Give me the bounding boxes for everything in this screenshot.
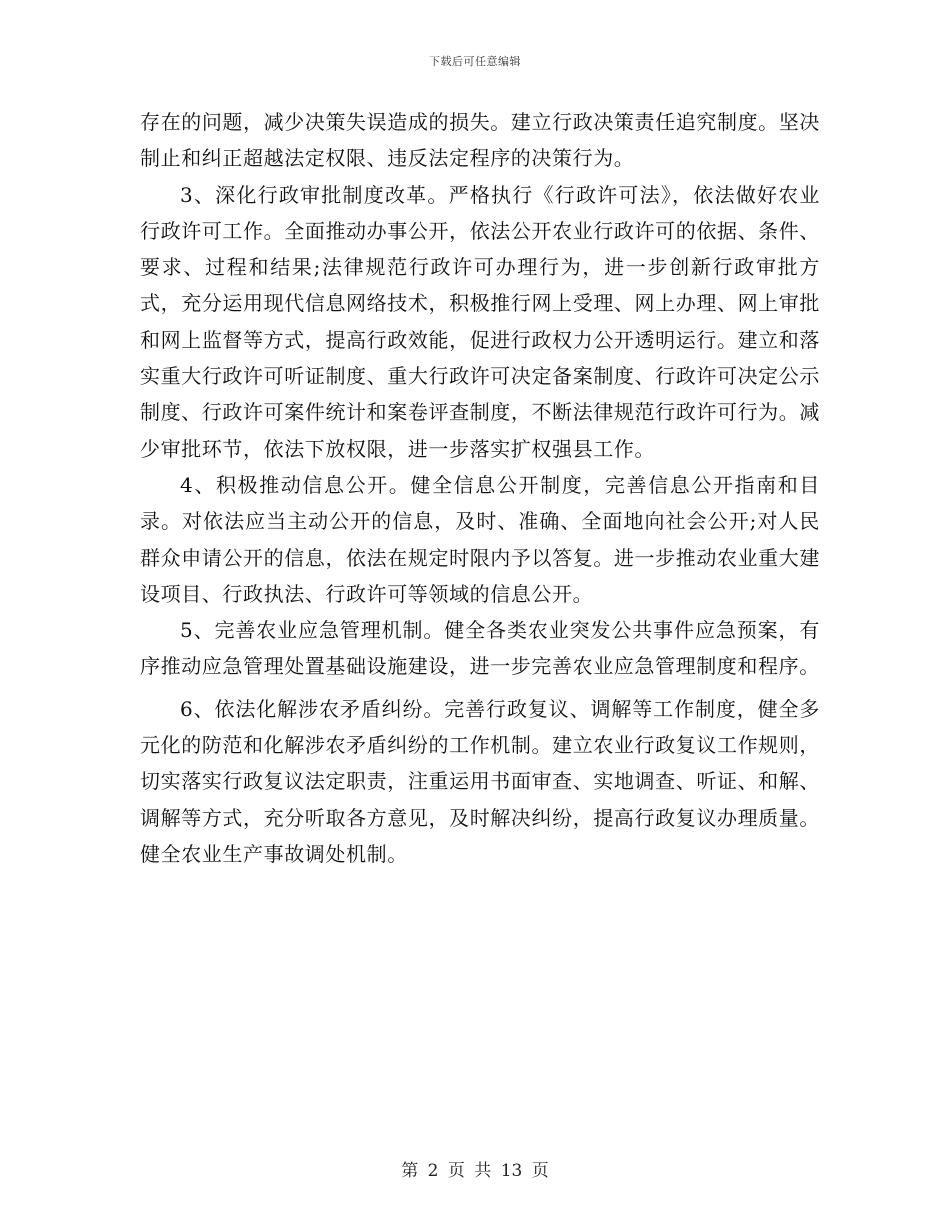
- paragraph-item-5: 5、完善农业应急管理机制。健全各类农业突发公共事件应急预案，有序推动应急管理处置基础设施建设，进一步完善农业应急管理制度和程序。: [140, 618, 820, 679]
- paragraph-continuation: 存在的问题，减少决策失误造成的损失。建立行政决策责任追究制度。坚决制止和纠正超越法定权限、违反法定程序的决策行为。: [140, 110, 820, 171]
- paragraph-item-4: 4、积极推动信息公开。健全信息公开制度，完善信息公开指南和目录。对依法应当主动公开的信息，及时、准确、全面地向社会公开;对人民群众申请公开的信息，依法在规定时限内予以答复。进一步推动农业重大建设项目、行政执法、行政许可等领域的信息公开。: [140, 472, 820, 606]
- paragraph-item-3: 3、深化行政审批制度改革。严格执行《行政许可法》，依法做好农业行政许可工作。全面推动办事公开，依法公开农业行政许可的依据、条件、要求、过程和结果;法律规范行政许可办理行为，进一步创新行政审批方式，充分运用现代信息网络技术，积极推行网上受理、网上办理、网上审批和网上监督等方式，提高行政效能，促进行政权力公开透明运行。建立和落实重大行政许可听证制度、重大行政许可决定备案制度、行政许可决定公示制度、行政许可案件统计和案卷评查制度，不断法律规范行政许可行为。减少审批环节，依法下放权限，进一步落实扩权强县工作。: [140, 182, 820, 461]
- paragraph-item-6: 6、依法化解涉农矛盾纠纷。完善行政复议、调解等工作制度，健全多元化的防范和化解涉农矛盾纠纷的工作机制。建立农业行政复议工作规则，切实落实行政复议法定职责，注重运用书面审查、实地调查、听证、和解、调解等方式，充分听取各方意见，及时解决纠纷，提高行政复议办理质量。健全农业生产事故调处机制。: [140, 696, 820, 866]
- document-body: [140, 104, 820, 872]
- page-header: 下载后可任意编辑: [429, 55, 521, 68]
- page-number: 第 2 页 共 13 页: [401, 1161, 549, 1181]
